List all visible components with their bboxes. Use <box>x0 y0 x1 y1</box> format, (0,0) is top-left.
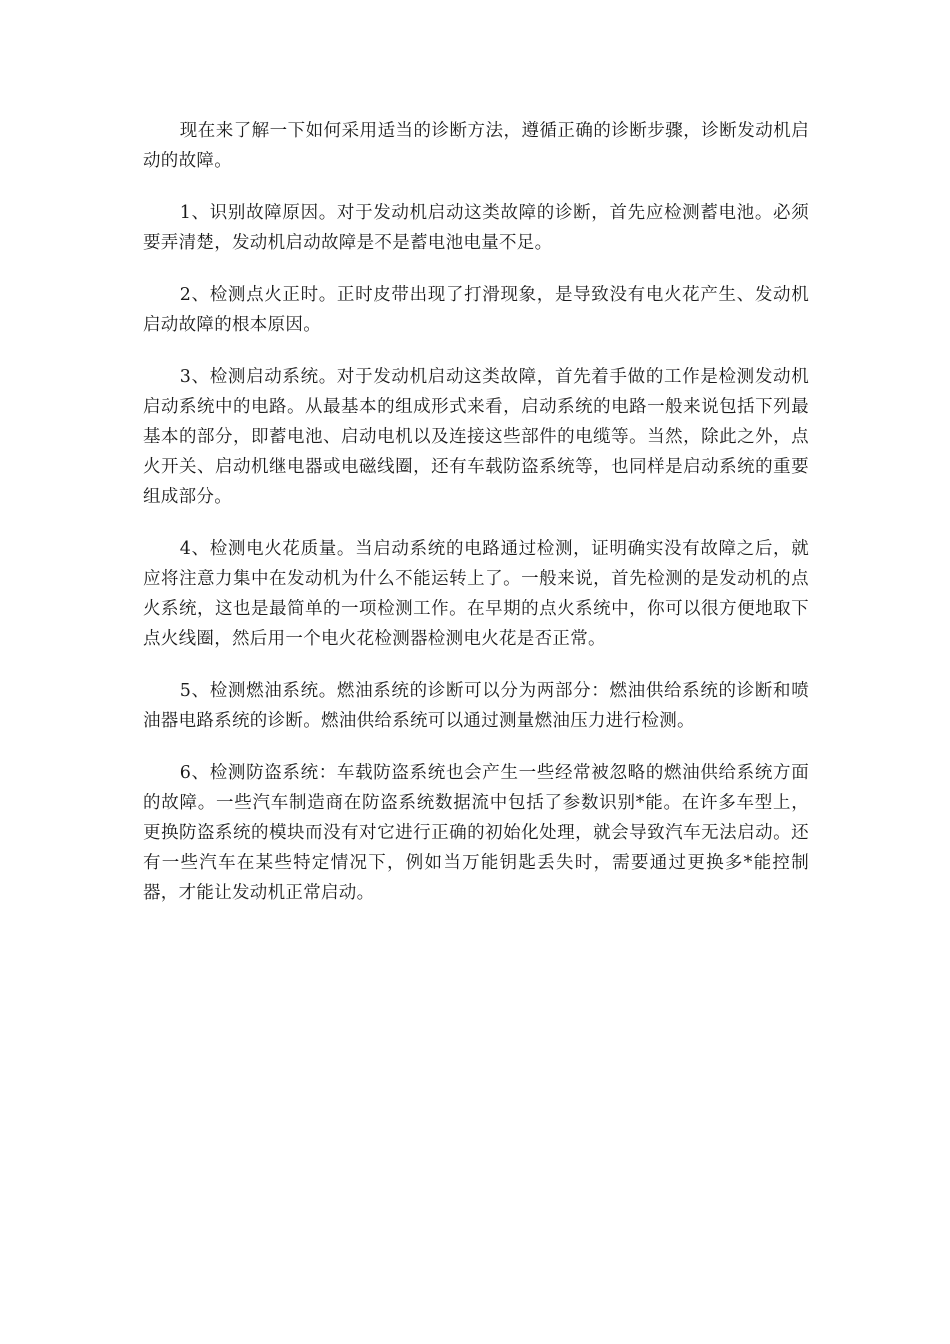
document-body <box>143 116 809 930</box>
step-6-paragraph: 6、检测防盗系统：车载防盗系统也会产生一些经常被忽略的燃油供给系统方面的故障。一些汽车制造商在防盗系统数据流中包括了参数识别*能。在许多车型上，更换防盗系统的模块而没有对它进行正确的初始化处理，就会导致汽车无法启动。还有一些汽车在某些特定情况下，例如当万能钥匙丢失时，需要通过更换多*能控制器，才能让发动机正常启动。 <box>143 763 809 903</box>
step-2-paragraph: 2、检测点火正时。正时皮带出现了打滑现象，是导致没有电火花产生、发动机启动故障的根本原因。 <box>143 285 809 335</box>
step-5-paragraph: 5、检测燃油系统。燃油系统的诊断可以分为两部分：燃油供给系统的诊断和喷油器电路系统的诊断。燃油供给系统可以通过测量燃油压力进行检测。 <box>143 681 809 731</box>
intro-paragraph: 现在来了解一下如何采用适当的诊断方法，遵循正确的诊断步骤，诊断发动机启动的故障。 <box>143 121 809 171</box>
step-1-paragraph: 1、识别故障原因。对于发动机启动这类故障的诊断，首先应检测蓄电池。必须要弄清楚，发动机启动故障是不是蓄电池电量不足。 <box>143 203 809 253</box>
step-3-paragraph: 3、检测启动系统。对于发动机启动这类故障，首先着手做的工作是检测发动机启动系统中的电路。从最基本的组成形式来看，启动系统的电路一般来说包括下列最基本的部分，即蓄电池、启动电机以及连接这些部件的电缆等。当然，除此之外，点火开关、启动机继电器或电磁线圈，还有车载防盗系统等，也同样是启动系统的重要组成部分。 <box>143 367 809 507</box>
step-4-paragraph: 4、检测电火花质量。当启动系统的电路通过检测，证明确实没有故障之后，就应将注意力集中在发动机为什么不能运转上了。一般来说，首先检测的是发动机的点火系统，这也是最简单的一项检测工作。在早期的点火系统中，你可以很方便地取下点火线圈，然后用一个电火花检测器检测电火花是否正常。 <box>143 539 809 649</box>
